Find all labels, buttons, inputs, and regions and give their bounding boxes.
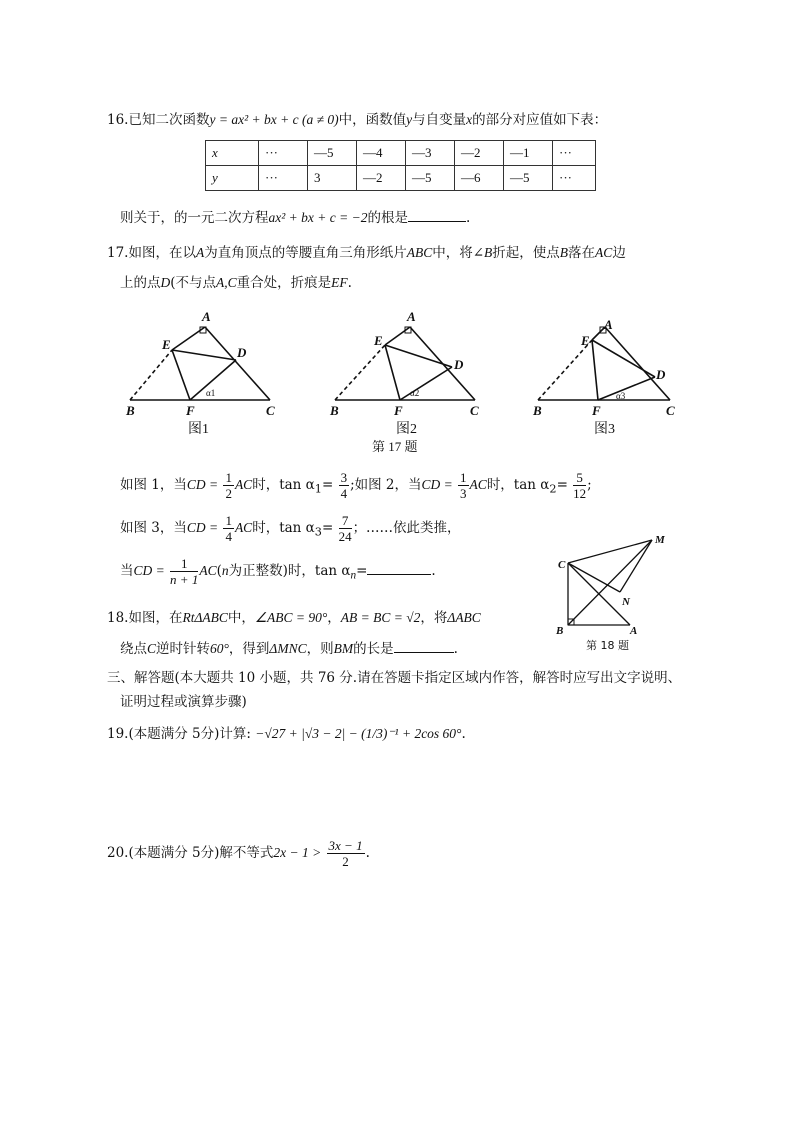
answer-blank <box>367 562 431 575</box>
table-cell: y <box>206 166 259 191</box>
label-d: D <box>237 345 247 360</box>
table-cell: —6 <box>455 166 504 191</box>
q18-text: ，则 <box>306 641 334 657</box>
numerator: 3 <box>340 470 348 485</box>
numerator: 5 <box>573 470 586 486</box>
q17-point-b: B <box>484 245 493 260</box>
table-cell: ··· <box>259 141 308 166</box>
table-cell: —2 <box>455 141 504 166</box>
q18-text: 逆时针转 <box>156 641 211 657</box>
q17-text: . <box>347 275 352 291</box>
segment-cd: CD = <box>133 563 165 578</box>
text: ;如图 2，当 <box>350 477 422 493</box>
segment-ac: AC <box>234 477 253 492</box>
q18-stem-line2 <box>120 637 458 657</box>
q16-var-x: x <box>466 112 473 127</box>
q16-var-y: y <box>406 112 413 127</box>
answer-blank <box>408 209 466 222</box>
denominator: 12 <box>573 486 587 501</box>
q18-text: ，得到 <box>228 641 270 657</box>
q18-text: 18.如图，在 <box>107 610 183 626</box>
denominator: 3 <box>460 486 467 501</box>
section-header <box>107 666 681 686</box>
table-cell: ··· <box>259 166 308 191</box>
q20 <box>107 838 370 869</box>
segment-cd: CD = <box>186 520 219 535</box>
text: 时，tan α <box>252 520 315 536</box>
q17-figures <box>110 305 690 455</box>
q16-text-d: 的部分对应值如下表： <box>472 112 608 128</box>
label-a: A <box>630 625 638 637</box>
denominator: 4 <box>225 529 232 544</box>
label-e: E <box>374 333 383 348</box>
q16-text: 16.已知二次函数 <box>107 112 210 128</box>
figure-3-caption: 图3 <box>594 422 615 437</box>
label-alpha-3: α3 <box>616 391 626 401</box>
q16-text-b: 中，函数值 <box>338 112 407 128</box>
q17-side-ac: AC <box>595 245 613 260</box>
label-c: C <box>666 403 675 418</box>
table-cell: —5 <box>504 166 553 191</box>
subscript: 1 <box>314 482 322 496</box>
q17-text: 重合处，折痕是 <box>236 275 332 291</box>
q16-equation: ax² + bx + c = −2 <box>268 210 368 225</box>
label-m: M <box>655 534 665 546</box>
label-e: E <box>162 337 171 352</box>
label-alpha-1: α1 <box>206 388 216 398</box>
text: = <box>356 563 368 579</box>
q18-triangle-abc: ΔABC <box>447 610 481 625</box>
text: 时，tan α <box>252 477 315 493</box>
numerator: 1 <box>225 470 232 485</box>
q17-text: 落在 <box>568 245 596 261</box>
q17-result-line3 <box>120 556 436 587</box>
label-e: E <box>581 333 590 348</box>
segment-ac: AC <box>234 520 253 535</box>
q19 <box>107 722 466 742</box>
denominator: 4 <box>340 486 348 501</box>
segment-ac: AC <box>469 477 487 492</box>
figure-1-caption: 图1 <box>188 422 209 437</box>
q17-text: 中，将∠ <box>432 245 485 261</box>
q17-text: 17.如图，在以 <box>107 245 196 261</box>
q19-expression: −√27 + |√3 − 2| − (1/3)⁻¹ + 2cos 60° <box>255 726 462 741</box>
table-cell: —4 <box>357 141 406 166</box>
section-header-cont <box>120 690 247 710</box>
numerator: 7 <box>339 513 352 529</box>
q18-end: . <box>453 641 458 657</box>
label-d: D <box>656 367 666 382</box>
q18-degree: 60° <box>210 641 229 656</box>
answer-blank <box>394 640 454 653</box>
denominator: 2 <box>225 486 232 501</box>
label-c: C <box>470 403 479 418</box>
q17-result-line2 <box>120 513 461 544</box>
table-cell: —2 <box>357 166 406 191</box>
table-cell: 3 <box>308 166 357 191</box>
text: . <box>431 563 436 579</box>
table-cell: —5 <box>308 141 357 166</box>
fraction <box>339 470 350 501</box>
label-b: B <box>533 403 542 418</box>
subscript: 2 <box>549 482 557 496</box>
text: 如图 1，当 <box>120 477 187 493</box>
fraction <box>339 513 352 544</box>
variable-n: n <box>221 563 229 578</box>
q18-text: 的长是 <box>353 641 394 657</box>
numerator: 3x − 1 <box>328 838 363 853</box>
q18-text: 中， <box>227 610 255 626</box>
q17-text: 折起，使点 <box>492 245 560 261</box>
text: 为正整数)时，tan α <box>228 563 351 579</box>
figure-1 <box>130 327 270 400</box>
q20-label: 20.(本题满分 5分)解不等式 <box>107 845 274 861</box>
section-header-line2: 证明过程或演算步骤) <box>120 694 247 710</box>
q16-text-line2-end: 的根是 <box>367 210 408 226</box>
table-cell: ··· <box>553 141 596 166</box>
figure-3 <box>538 327 670 400</box>
q16-value-table <box>205 140 596 191</box>
q17-points-ac: A,C <box>216 275 237 290</box>
table-cell: —3 <box>406 141 455 166</box>
q18-text: ，将 <box>420 610 448 626</box>
label-f: F <box>186 403 195 418</box>
subscript: n <box>350 569 357 582</box>
label-a: A <box>604 317 613 332</box>
denominator: n + 1 <box>170 572 199 587</box>
fraction <box>573 470 586 501</box>
label-f: F <box>592 403 601 418</box>
q18-text: 绕点 <box>120 641 147 657</box>
fraction <box>223 470 234 501</box>
text: 如图 3，当 <box>120 520 187 536</box>
segment-ac: AC <box>199 563 217 578</box>
subscript: 3 <box>314 525 322 539</box>
text: 当 <box>120 563 134 579</box>
q16-stem <box>107 108 607 128</box>
fraction <box>170 556 198 587</box>
q18-angle: ∠ABC = 90° <box>254 610 328 625</box>
numerator: 1 <box>170 556 198 572</box>
q18-segment-bm: BM <box>333 641 354 656</box>
figure-title: 第 17 题 <box>372 439 418 454</box>
q18-figure-title: 第 18 题 <box>586 639 629 652</box>
q18-figure <box>552 530 692 655</box>
table-row <box>206 166 596 191</box>
numerator: 1 <box>460 470 467 485</box>
q16-question <box>120 206 470 226</box>
label-a: A <box>202 309 211 324</box>
section-header-line1: 三、解答题(本大题共 10 小题，共 76 分.请在答题卡指定区域内作答，解答时应写出文字说明、 <box>107 670 682 686</box>
q19-end: . <box>461 726 466 742</box>
label-f: F <box>394 403 403 418</box>
q19-label: 19.(本题满分 5分)计算: <box>107 726 256 742</box>
q18-triangle-mnc: ΔMNC <box>269 641 307 656</box>
q17-point-b: B <box>559 245 569 260</box>
segment-cd: CD = <box>186 477 219 492</box>
text: ( <box>216 563 222 579</box>
q18-stem-line1 <box>107 606 481 626</box>
q17-stem-line2 <box>120 271 352 291</box>
q17-result-line1 <box>120 470 592 501</box>
q16-text-c: 与自变量 <box>412 112 467 128</box>
label-a: A <box>407 309 416 324</box>
label-d: D <box>454 357 464 372</box>
q20-end: . <box>365 845 370 861</box>
text: = <box>321 477 334 493</box>
label-b: B <box>126 403 135 418</box>
q16-text-line2: 则关于，的一元二次方程 <box>120 210 269 226</box>
table-cell: x <box>206 141 259 166</box>
figure-2-caption: 图2 <box>396 422 417 437</box>
q18-point-c: C <box>147 641 157 656</box>
table-row <box>206 141 596 166</box>
q18-sides: AB = BC = √2 <box>340 610 421 625</box>
table-cell: ··· <box>553 166 596 191</box>
q17-text: (不与点 <box>170 275 217 291</box>
label-c: C <box>266 403 275 418</box>
table-cell: —5 <box>406 166 455 191</box>
q17-text: 边 <box>612 245 626 261</box>
segment-cd: CD = <box>421 477 453 492</box>
q20-lhs: 2x − 1 > <box>273 845 322 860</box>
table-cell: —1 <box>504 141 553 166</box>
q17-triangle: ABC <box>406 245 433 260</box>
q18-text: ， <box>327 610 341 626</box>
text: = <box>556 477 568 493</box>
q17-text: 为直角顶点的等腰直角三角形纸片 <box>204 245 407 261</box>
denominator: 24 <box>338 529 352 544</box>
q16-end: . <box>465 210 471 226</box>
q17-crease: EF <box>331 275 348 290</box>
fraction <box>223 513 234 544</box>
text: = <box>321 520 334 536</box>
label-alpha-2: α2 <box>410 388 420 398</box>
label-b: B <box>556 625 564 637</box>
q17-point-a: A <box>195 245 205 260</box>
numerator: 1 <box>225 513 232 528</box>
q17-stem-line1 <box>107 241 626 261</box>
q16-formula: y = ax² + bx + c (a ≠ 0) <box>209 112 339 127</box>
label-c: C <box>558 559 566 571</box>
fraction <box>327 838 365 869</box>
q17-text: 上的点 <box>120 275 161 291</box>
denominator: 2 <box>342 854 349 869</box>
text: ; <box>587 477 592 493</box>
label-n: N <box>622 596 630 608</box>
q18-triangle: RtΔABC <box>182 610 228 625</box>
text: 时，tan α <box>486 477 550 493</box>
text: ；……依此类推， <box>352 520 461 536</box>
q17-point-d: D <box>160 275 171 290</box>
fraction <box>458 470 469 501</box>
label-b: B <box>330 403 339 418</box>
